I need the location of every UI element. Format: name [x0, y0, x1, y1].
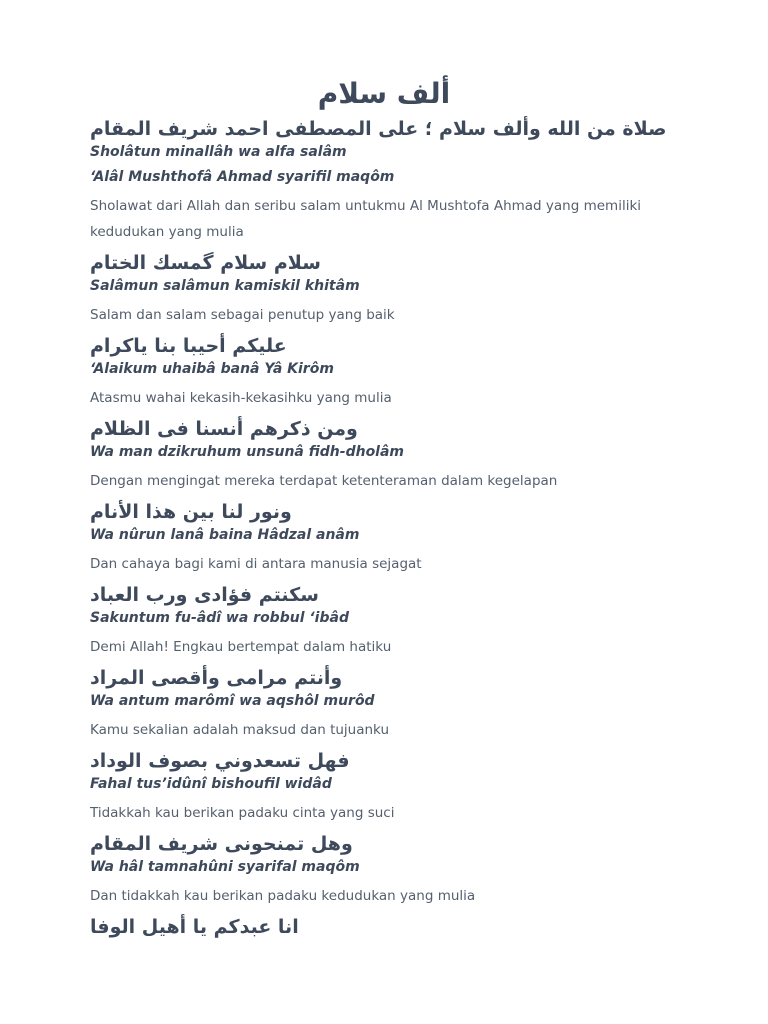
translation: Dan tidakkah kau berikan padaku kedudukan yang mulia — [90, 888, 476, 904]
transliteration: Sholâtun minallâh wa alfa salâm — [90, 144, 347, 160]
stanza — [90, 582, 690, 660]
arabic-verse: انا عبدكم يا أهيل الوفا — [90, 916, 299, 938]
arabic-verse: عليكم أحيبا بنا ياكرام — [90, 335, 287, 357]
transliteration: Wa nûrun lanâ baina Hâdzal anâm — [90, 527, 360, 543]
arabic-verse: وهل تمنحونى شريف المقام — [90, 833, 353, 855]
translation: Dengan mengingat mereka terdapat ketenteraman dalam kegelapan — [90, 473, 558, 489]
stanza — [90, 831, 690, 909]
transliteration: Wa man dzikruhum unsunâ fidh-dholâm — [90, 444, 405, 460]
arabic-verse: وأنتم مرامى وأقصى المراد — [90, 667, 343, 689]
transliteration: Salâmun salâmun kamiskil khitâm — [90, 278, 360, 294]
transliteration: Wa antum marômî wa aqshôl murôd — [90, 693, 375, 709]
transliteration: ‘Alaikum uhaibâ banâ Yâ Kirôm — [90, 361, 334, 377]
arabic-verse: سكنتم فؤادى ورب العباد — [90, 584, 319, 606]
poem-body — [90, 116, 690, 945]
translation: Salam dan salam sebagai penutup yang baik — [90, 307, 395, 323]
translation: Kamu sekalian adalah maksud dan tujuanku — [90, 722, 390, 738]
transliteration: Sakuntum fu-âdî wa robbul ‘ibâd — [90, 610, 349, 626]
stanza — [90, 416, 690, 494]
transliteration: Wa hâl tamnahûni syarifal maqôm — [90, 859, 360, 875]
stanza — [90, 499, 690, 577]
stanza — [90, 665, 690, 743]
arabic-verse: ونور لنا بين هذا الأنام — [90, 501, 292, 523]
translation: Demi Allah! Engkau bertempat dalam hatiku — [90, 639, 392, 655]
translation: Sholawat dari Allah dan seribu salam untukmu Al Mushtofa Ahmad yang memiliki kedudukan yang mulia — [90, 198, 642, 240]
translation: Tidakkah kau berikan padaku cinta yang suci — [90, 805, 395, 821]
transliteration: ‘Alâl Mushthofâ Ahmad syarifil maqôm — [90, 169, 395, 185]
translation: Atasmu wahai kekasih-kekasihku yang mulia — [90, 390, 392, 406]
stanza — [90, 250, 690, 328]
page-title: ألف سلام — [317, 77, 451, 110]
arabic-verse: ومن ذكرهم أنسنا فى الظلام — [90, 418, 358, 440]
stanza — [90, 116, 690, 245]
arabic-verse: صلاة من الله وألف سلام ؛ على المصطفى احمد شريف المقام — [90, 118, 667, 140]
arabic-verse: سلام سلام گمسك الختام — [90, 252, 321, 274]
arabic-verse: فهل تسعدوني بصوف الوداد — [90, 750, 350, 772]
transliteration: Fahal tus’idûnî bishoufil widâd — [90, 776, 332, 792]
translation: Dan cahaya bagi kami di antara manusia sejagat — [90, 556, 422, 572]
stanza — [90, 914, 690, 940]
stanza — [90, 748, 690, 826]
stanza — [90, 333, 690, 411]
